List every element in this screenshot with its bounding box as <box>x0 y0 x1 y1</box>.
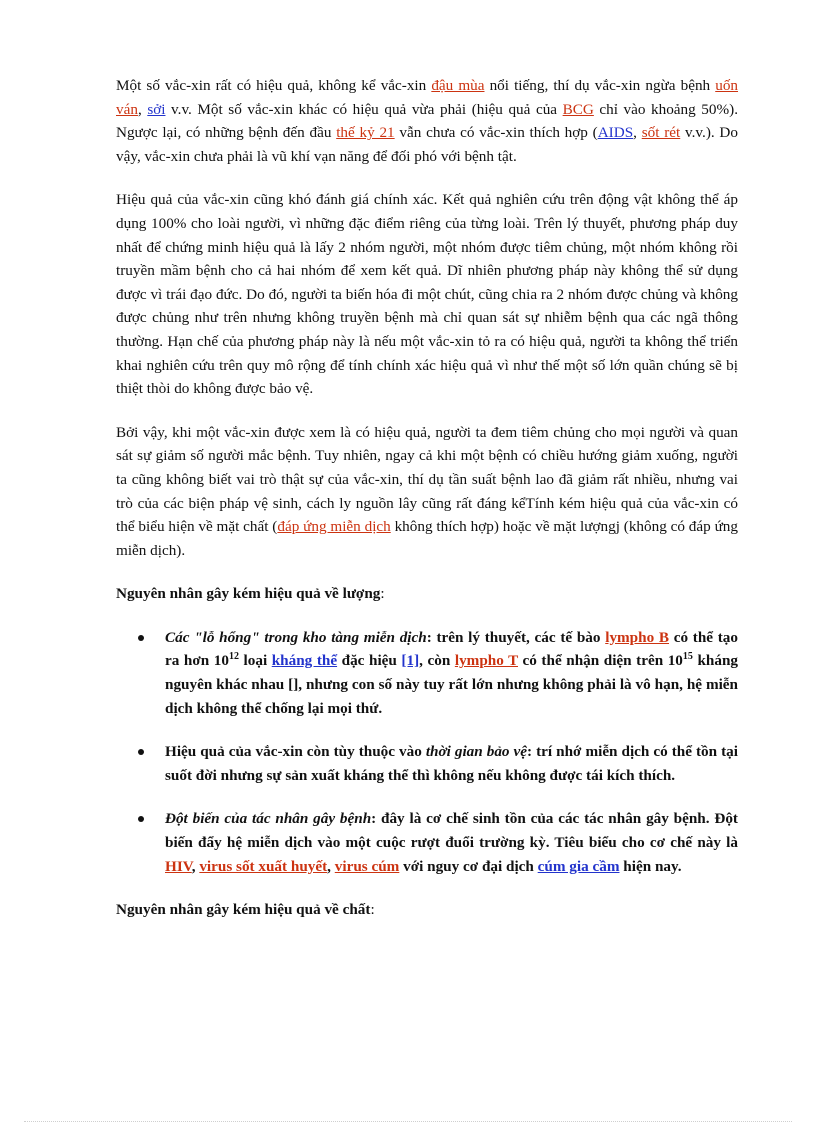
text-run: Một số vắc-xin rất có hiệu quả, không kể vắc-xin <box>116 77 432 94</box>
text-run: , <box>327 857 335 875</box>
text-run: : trí nhớ miễn dịch có thể tồn tại suốt đời nhưng sự sản xuất kháng thể thì không nếu không được tái kích thích. <box>165 743 738 784</box>
link-bcg[interactable]: BCG <box>562 100 594 118</box>
text-run: không thích hợp) hoặc về mặt lượngj (không có đáp ứng miễn dịch). <box>116 518 738 559</box>
link-lympho-b[interactable]: lympho B <box>605 628 670 646</box>
link-tetanus[interactable]: uốn ván <box>116 77 739 118</box>
text-run: Bởi vậy, khi một vắc-xin được xem là có hiệu quả, người ta đem tiêm chủng cho mọi người và quan sát sự giảm số người mắc bệnh. Tuy nhiên, ngay cả khi một bệnh có chiều hướng giảm xuống, người ta cũng không biết vai trò thật sự của vắc-xin, thí dụ tần suất bệnh lao đã giảm rất nhiều, nhưng vai trò của các biện pháp vệ sinh, cách ly nguồn lây cũng rất đáng kểTính kém hiệu quả của vắc-xin có thể biểu hiện về mặt chất ( <box>116 423 738 536</box>
text-run: loại <box>238 652 272 670</box>
exponent: 15 <box>682 651 693 663</box>
text-run: chỉ vào khoảng 50%). Ngược lại, có những bệnh đến đầu <box>116 100 738 142</box>
text-run: nổi tiếng, thí dụ vắc-xin ngừa bệnh <box>484 77 716 94</box>
text-run: hiện nay. <box>619 857 682 875</box>
text-run: v.v.). Do vậy, vắc-xin chưa phải là vũ khí vạn năng để đối phó với bệnh tật. <box>116 124 738 165</box>
emphasis-term: thời gian bảo vệ <box>425 743 528 761</box>
paragraph-observation <box>116 421 738 563</box>
link-21st-century[interactable]: thế kỷ 21 <box>336 124 395 142</box>
text-run: có thể nhận diện trên 10 <box>517 652 683 670</box>
text-run: , <box>137 100 148 118</box>
exponent: 12 <box>228 651 239 663</box>
text-run: kháng nguyên khác nhau [], nhưng con số này tuy rất lớn nhưng không phải là vô hạn, hệ miễn dịch không thể chống lại mọi thứ. <box>165 652 738 717</box>
page-bottom-rule <box>24 1121 792 1122</box>
paragraph-evaluation-difficulty: Hiệu quả của vắc-xin cũng khó đánh giá chính xác. Kết quả nghiên cứu trên động vật không thể áp dụng 100% cho loài người, vì những đặc điểm riêng của từng loài. Trên lý thuyết, phương pháp duy nhất để chứng minh hiệu quả là lấy 2 nhóm người, một nhóm được tiêm chủng, một nhóm không rồi truyền mầm bệnh cho cả hai nhóm để xem kết quả. Dĩ nhiên phương pháp này không thể sử dụng được vì trái đạo đức. Do đó, người ta biến hóa đi một chút, cũng chia ra 2 nhóm được chủng và không được chủng như trên nhưng không truyền bệnh mà chỉ quan sát sự nhiễm bệnh qua các ngã thông thường. Hạn chế của phương pháp này là nếu một vắc-xin tỏ ra có hiệu quả, người ta không thể triển khai nghiên cứu trên quy mô rộng để tính chính xác hiệu quả vì như thế một số lớn quần chúng sẽ bị thiệt thòi do không được bảo vệ. <box>116 191 738 398</box>
text-run: với nguy cơ đại dịch <box>399 857 538 875</box>
heading-quantity-causes <box>116 582 738 606</box>
text-run: v.v. Một số vắc-xin khác có hiệu quả vừa phải (hiệu quả của <box>165 100 563 118</box>
link-aids[interactable]: AIDS <box>597 124 634 142</box>
list-item-protection-time <box>116 740 738 787</box>
emphasis-term: Đột biến của tác nhân gây bệnh <box>165 810 372 828</box>
causes-list <box>116 626 738 878</box>
text-run: , còn <box>419 652 455 670</box>
text-run: có thể tạo ra hơn 10 <box>165 628 738 670</box>
heading-colon: : <box>370 901 375 919</box>
document-page <box>116 74 738 922</box>
link-antibody[interactable]: kháng thể <box>271 652 338 670</box>
link-hiv[interactable]: HIV <box>165 857 192 875</box>
bullet-icon <box>138 816 144 822</box>
link-malaria[interactable]: sốt rét <box>641 124 681 142</box>
link-dengue-virus[interactable]: virus sốt xuất huyết <box>199 857 328 875</box>
text-run: , <box>633 124 642 142</box>
link-avian-flu[interactable]: cúm gia cầm <box>537 857 620 875</box>
list-item-repertoire-gaps <box>116 626 738 720</box>
link-smallpox[interactable]: đậu mùa <box>431 77 485 94</box>
text-run: đặc hiệu <box>337 652 402 670</box>
bullet-icon <box>138 749 144 755</box>
emphasis-term: Các "lỗ hổng" trong kho tàng miễn dịch <box>165 628 427 646</box>
link-immune-response[interactable]: đáp ứng miễn dịch <box>277 518 391 536</box>
text-run: : trên lý thuyết, các tế bào <box>426 628 606 646</box>
text-run: : đây là cơ chế sinh tồn của các tác nhân gây bệnh. Đột biến đẩy hệ miễn dịch vào một cuộc rượt đuổi trường kỳ. Tiêu biểu cho cơ chế này là <box>165 810 738 852</box>
heading-quality-causes <box>116 898 738 922</box>
list-item-pathogen-mutation <box>116 807 738 878</box>
link-lympho-t[interactable]: lympho T <box>454 652 518 670</box>
heading-colon: : <box>380 585 385 603</box>
heading-text: Nguyên nhân gây kém hiệu quả về lượng <box>116 585 381 603</box>
paragraph-vaccine-effectiveness <box>116 74 738 168</box>
text-run: vẫn chưa có vắc-xin thích hợp ( <box>394 124 598 142</box>
link-reference-1[interactable]: [1] <box>401 652 420 670</box>
heading-text: Nguyên nhân gây kém hiệu quả về chất <box>116 901 371 919</box>
bullet-icon <box>138 635 144 641</box>
text-run: , <box>191 857 200 875</box>
link-flu-virus[interactable]: virus cúm <box>334 857 400 875</box>
link-measles[interactable]: sởi <box>147 100 166 118</box>
text-run: Hiệu quả của vắc-xin còn tùy thuộc vào <box>165 743 426 761</box>
